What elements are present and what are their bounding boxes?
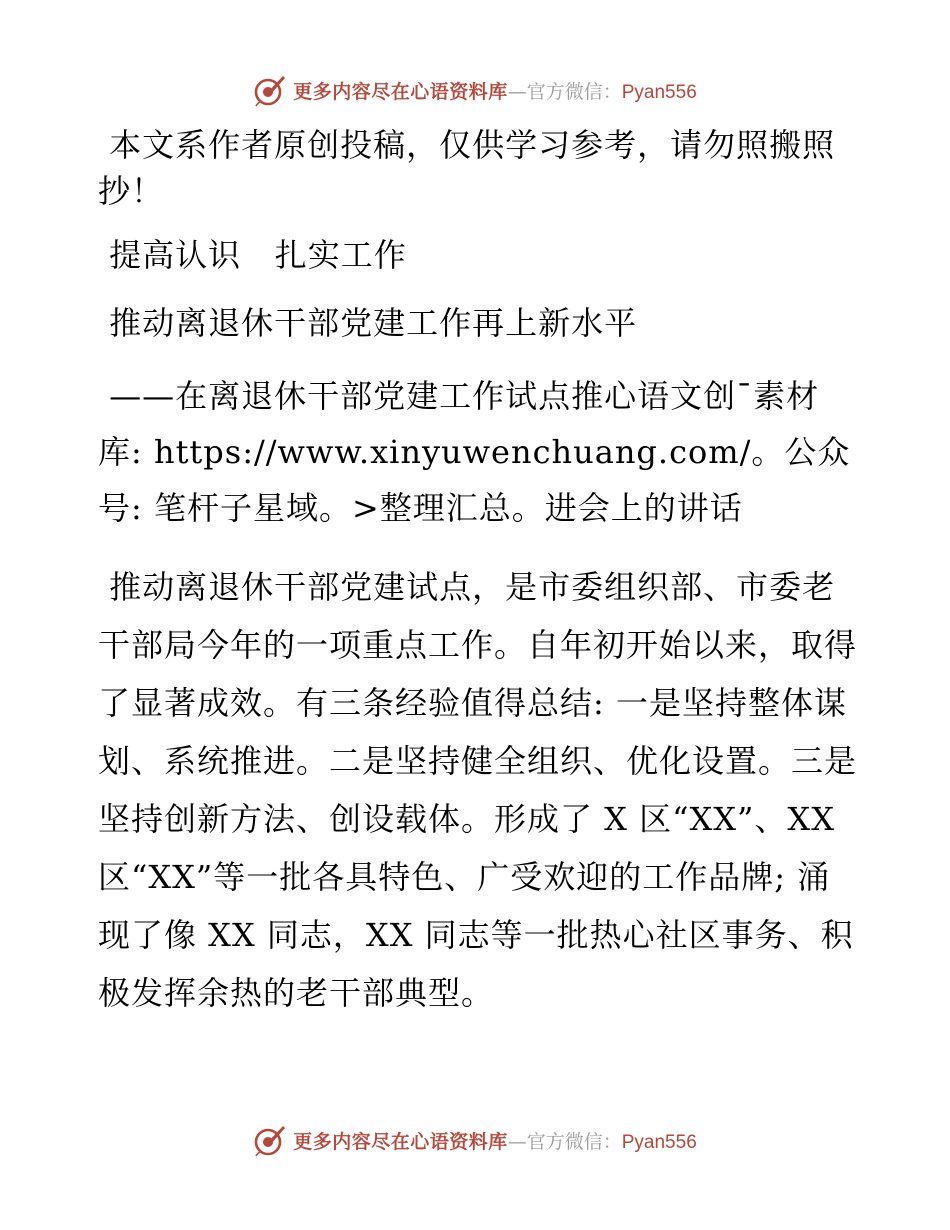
watermark-wechat-id: Pyan556: [621, 1131, 697, 1153]
watermark-wechat-label: 官方微信：: [526, 1130, 622, 1153]
watermark-main-text: 更多内容尽在心语资料库: [293, 1130, 508, 1153]
header-watermark: [0, 70, 950, 110]
watermark-text: [293, 77, 697, 104]
watermark-text: [293, 1127, 697, 1154]
quill-pen-logo-icon: [253, 73, 287, 107]
watermark-dash: —: [507, 1130, 527, 1153]
subtitle-paragraph: ——在离退休干部党建工作试点推心语文创¯素材库: https://www.xinyuwenchuang.com/。公众号: 笔杆子星域。>整理汇总。进会上的讲话: [98, 377, 851, 527]
body-paragraph: 推动离退休干部党建试点，是市委组织部、市委老干部局今年的一项重点工作。自年初开始以来，取得了显著成效。有三条经验值得总结: 一是坚持整体谋划、系统推进。二是坚持健全组织、优化设置。三是坚持创新方法、创设载体。形成了 X 区“XX”、XX 区“XX”等一批各具特色、广受欢迎的工作品牌; 涌现了像 XX 同志，XX 同志等一批热心社区事务、积极发挥余热的老干部典型。: [98, 568, 858, 1012]
document-content: [98, 122, 860, 1022]
watermark-group: [253, 1123, 697, 1157]
disclaimer-paragraph: 本文系作者原创投稿，仅供学习参考，请勿照搬照抄！: [98, 126, 836, 210]
watermark-wechat-label: 官方微信：: [526, 80, 622, 103]
watermark-group: [253, 73, 697, 107]
watermark-main-text: 更多内容尽在心语资料库: [293, 80, 508, 103]
watermark-dash: —: [507, 80, 527, 103]
footer-watermark: [0, 1120, 950, 1160]
watermark-wechat-id: Pyan556: [621, 81, 697, 103]
quill-pen-logo-icon: [253, 1123, 287, 1157]
title-line-2: 推动离退休干部党建工作再上新水平: [98, 304, 638, 342]
title-line-1: 提高认识 扎实工作: [98, 236, 407, 274]
